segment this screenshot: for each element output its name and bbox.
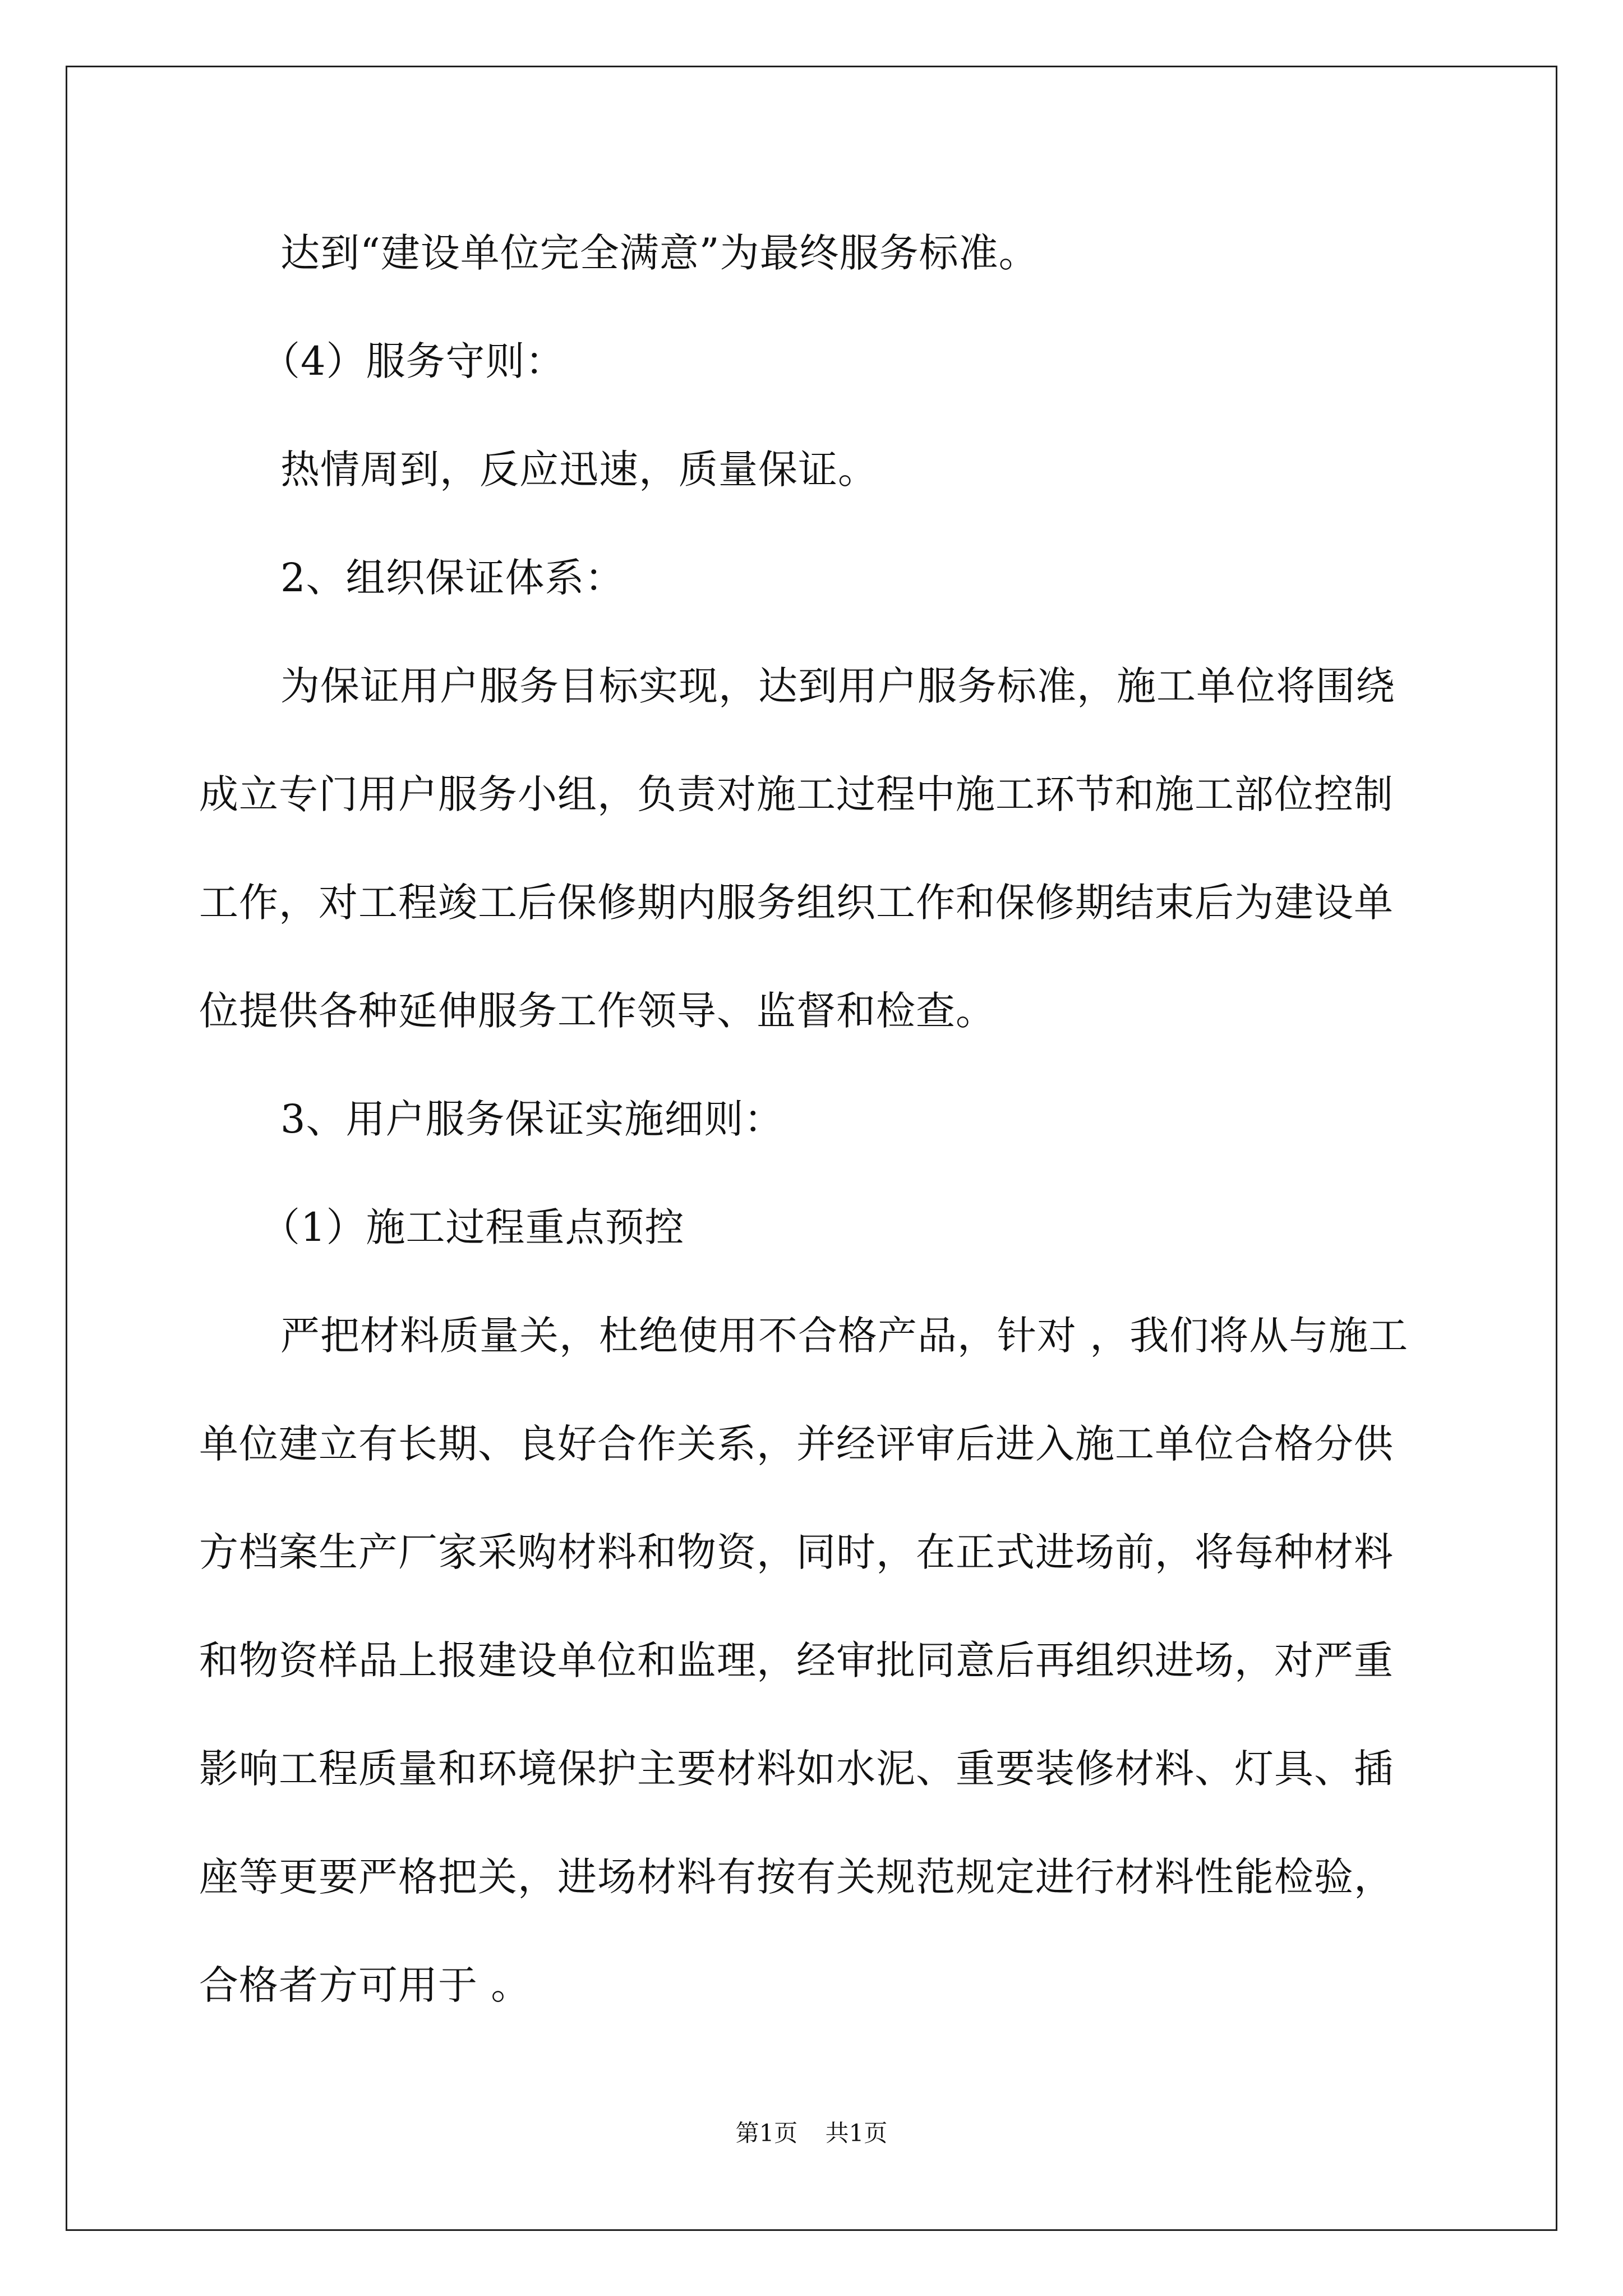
paragraph-service-rules: 热情周到，反应迅速，质量保证。 [280,447,878,493]
document-body [199,199,1433,2040]
heading-construction-control: （1）施工过程重点预控 [261,1204,685,1250]
paragraph-material-quality: 严把材料质量关，杜绝使用不合格产品，针对 ，我们将从与施工单位建立有长期、良好合作关系，并经评审后进入施工单位合格分供方档案生产厂家采购材料和物资，同时，在正式进场前，将每种材料和物资样品上报建设单位和监理，经审批同意后再组织进场，对严重影响工程质量和环境保护主要材料如水泥、重要装修材料、灯具、插座等更要严格把关，进场材料有按有关规范规定进行材料性能检验，合格者方可用于 。 [199,1313,1409,2008]
paragraph-service-standard: 达到“建设单位完全满意”为最终服务标准。 [280,230,1039,276]
heading-organization-guarantee: 2、组织保证体系： [280,555,625,601]
page-number-current: 第1页 [735,2119,798,2147]
page-number-total: 共1页 [825,2119,888,2147]
page-footer [0,2115,1623,2148]
heading-service-rules: （4）服务守则： [261,338,565,384]
paragraph-organization-guarantee: 为保证用户服务目标实现，达到用户服务标准，施工单位将围绕成立专门用户服务小组，负责对施工过程中施工环节和施工部位控制工作，对工程竣工后保修期内服务组织工作和保修期结束后为建设单位提供各种延伸服务工作领导、监督和检查。 [199,663,1395,1034]
heading-implementation-rules: 3、用户服务保证实施细则： [280,1096,784,1142]
